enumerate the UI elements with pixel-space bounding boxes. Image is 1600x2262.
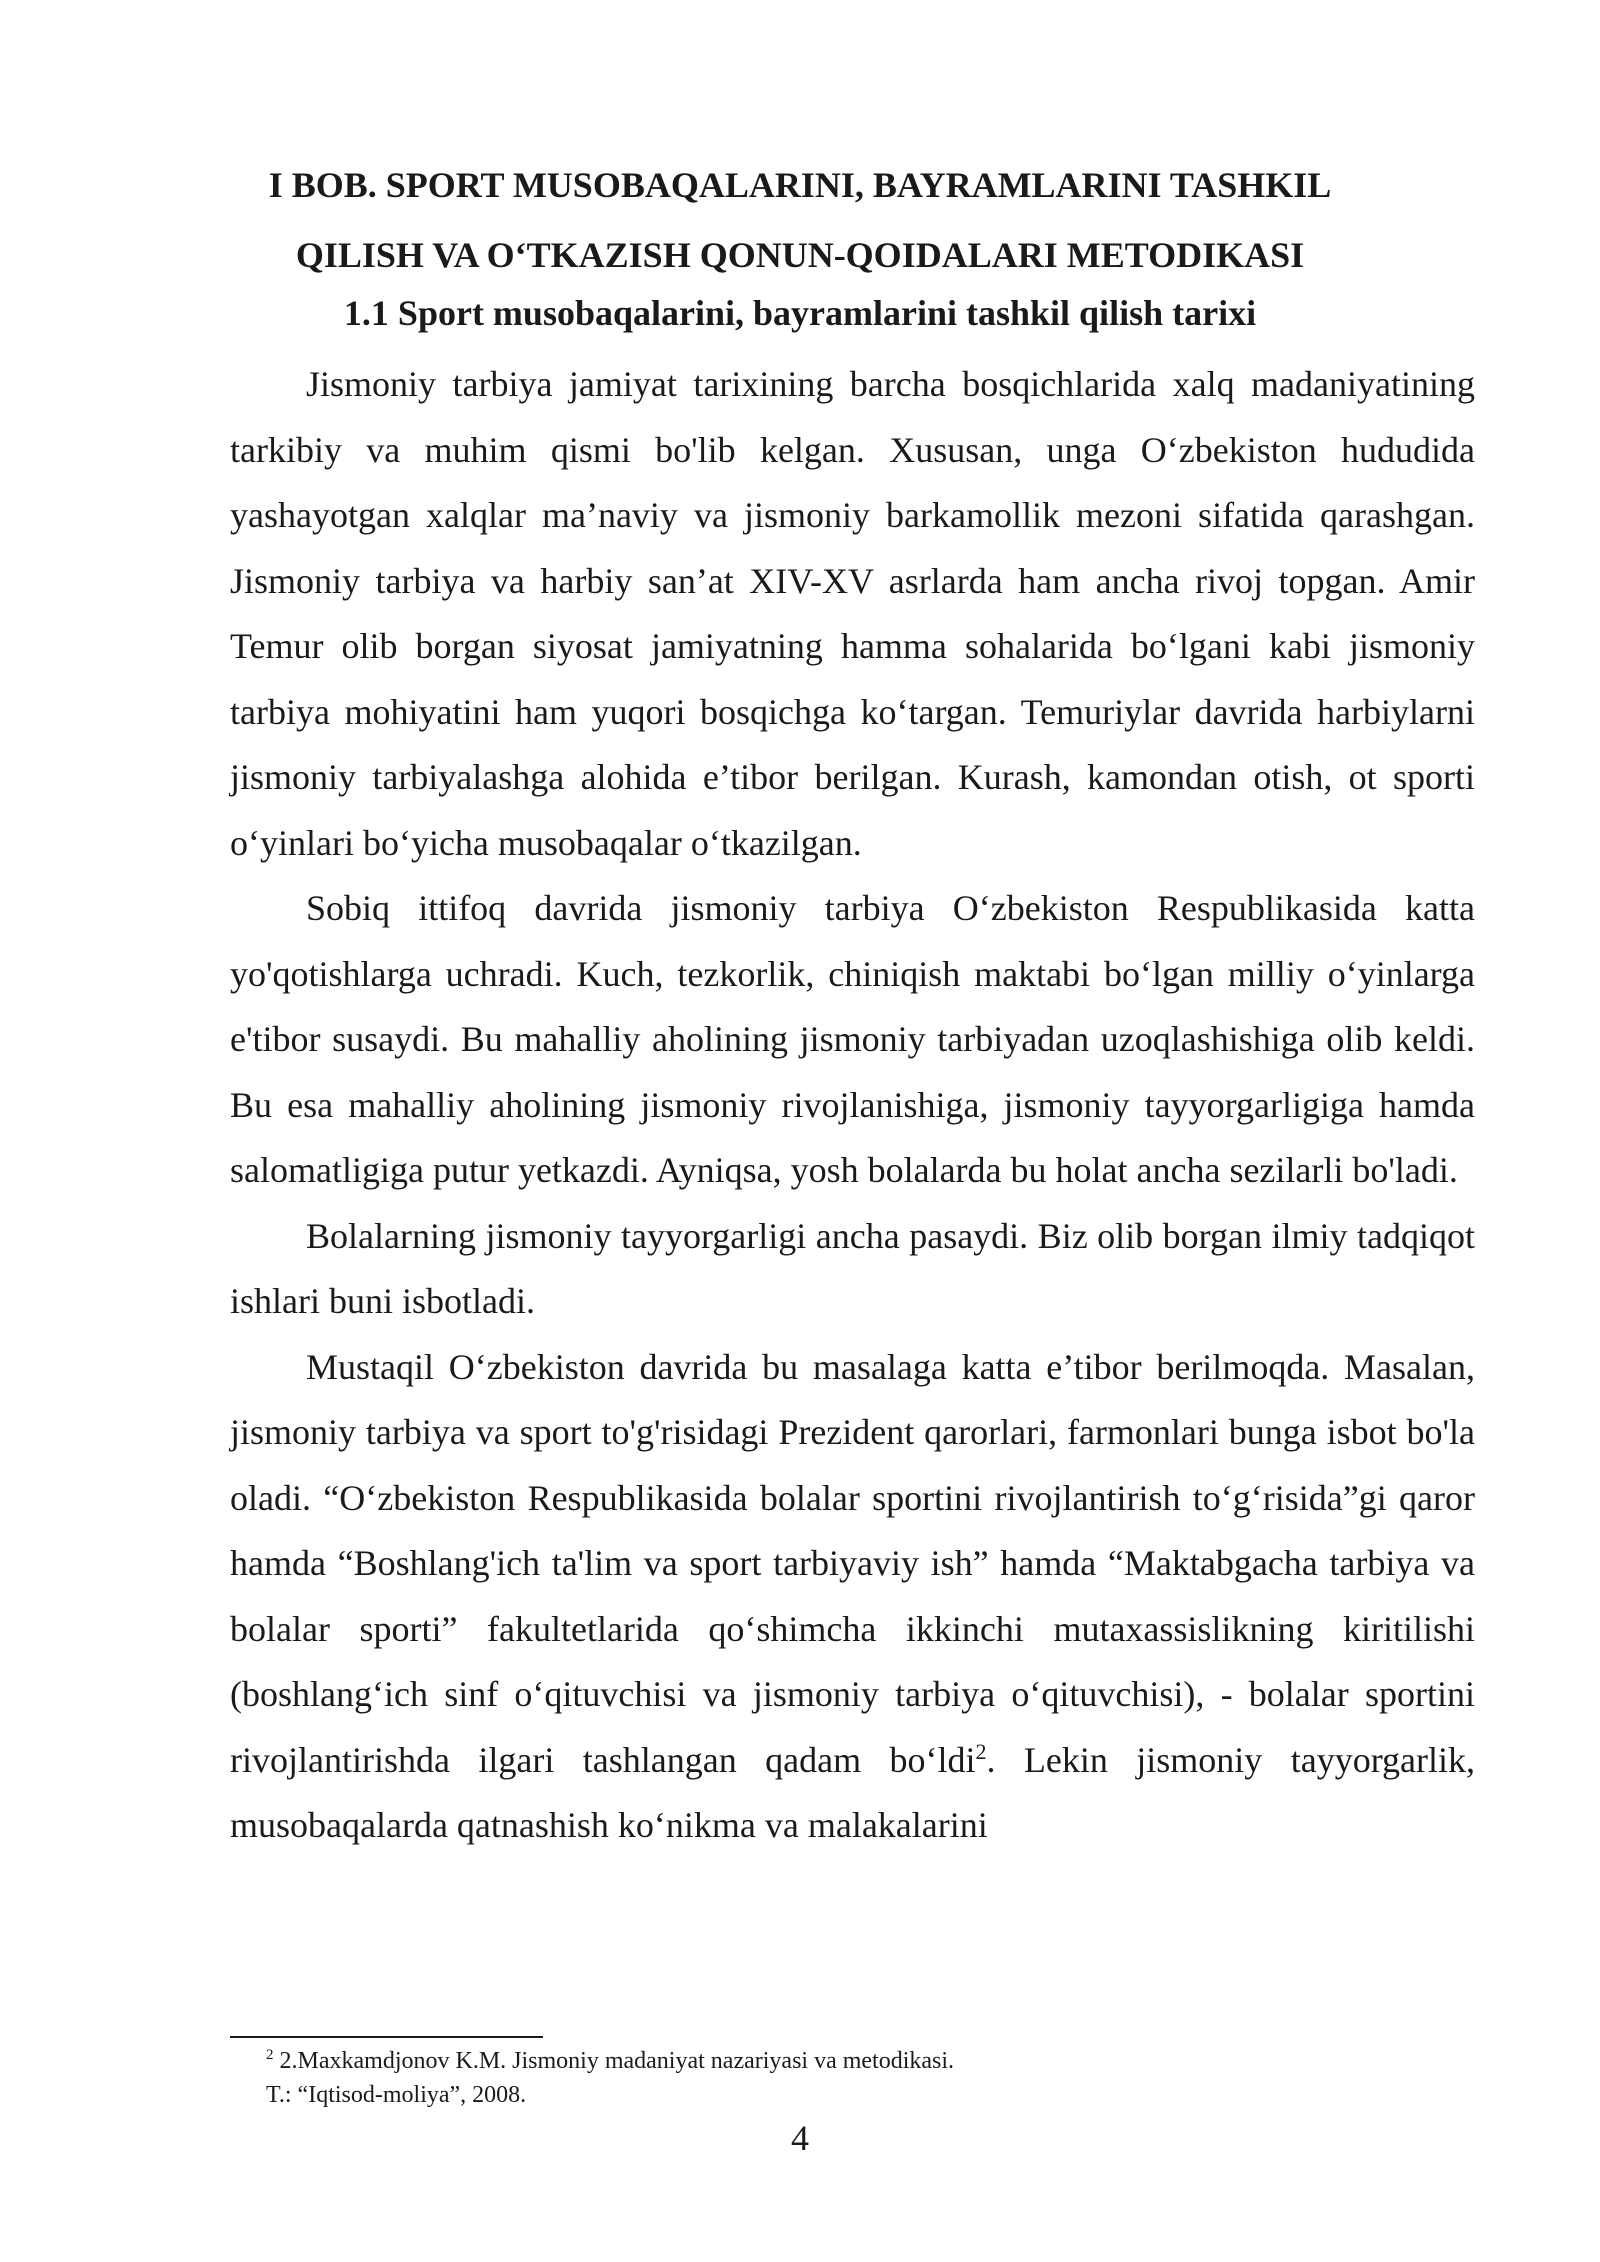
paragraph-1: Jismoniy tarbiya jamiyat tarixining barcha bosqichlarida xalq madaniyatining tarkibiy va muhim qismi bo'lib kelgan. Xususan, unga O‘zbekiston hududida yashayotgan xalqlar ma’naviy va jismoniy barkamollik mezoni sifatida qarashgan. Jismoniy tarbiya va harbiy san’at XIV-XV asrlarda ham ancha rivoj topgan. Amir Temur olib borgan siyosat jamiyatning hamma sohalarida bo‘lgani kabi jismoniy tarbiya mohiyatini ham yuqori bosqichga ko‘targan. Temuriylar davrida harbiylarni jismoniy tarbiyalashga alohida e’tibor berilgan. Kurash, kamondan otish, ot sporti o‘yinlari bo‘yicha musobaqalar o‘tkazilgan.: [230, 364, 1475, 863]
footnote-mark: 2: [266, 2047, 274, 2063]
footnote-separator: [230, 2036, 543, 2038]
chapter-title: [200, 150, 1400, 290]
paragraph-4-text-before-ref: Mustaqil O‘zbekiston davrida bu masalaga katta e’tibor berilmoqda. Masalan, jismoniy tarbiya va sport to'g'risidagi Prezident qarorlari, farmonlari bunga isbot bo'la oladi. “O‘zbekiston Respublikasida bolalar sportini rivojlantirish to‘g‘risida”gi qaror hamda “Boshlang'ich ta'lim va sport tarbiyaviy ish” hamda “Maktabgacha tarbiya va bolalar sporti” fakultetlarida qo‘shimcha ikkinchi mutaxassislikning kiritilishi (boshlang‘ich sinf o‘qituvchisi va jismoniy tarbiya o‘qituvchisi), - bolalar sportini rivojlantirishda ilgari tashlangan qadam bo‘ldi: [230, 1346, 1475, 1780]
footnote-reference[interactable]: 2: [975, 1738, 987, 1764]
section-title: 1.1 Sport musobaqalarini, bayramlarini tashkil qilish tarixi: [343, 293, 1257, 333]
paragraph-3: Bolalarning jismoniy tayyorgarligi ancha pasaydi. Biz olib borgan ilmiy tadqiqot ishlari buni isbotladi.: [230, 1215, 1475, 1321]
chapter-title-line-2: QILISH VA O‘TKAZISH QONUN-QOIDALARI METODIKASI: [295, 235, 1305, 275]
footnote: [266, 2044, 1416, 2112]
paragraph-4-text-after-ref: . Lekin jismoniy tayyorgarlik, musobaqalarda qatnashish ko‘nikma va malakalarini: [230, 1739, 1476, 1845]
paragraph-2: Sobiq ittifoq davrida jismoniy tarbiya O‘zbekiston Respublikasida katta yo'qotishlarga uchradi. Kuch, tezkorlik, chiniqish maktabi bo‘lgan milliy o‘yinlarga e'tibor susaydi. Bu mahalliy aholining jismoniy tarbiyadan uzoqlashishiga olib keldi. Bu esa mahalliy aholining jismoniy rivojlanishiga, jismoniy tayyorgarligiga hamda salomatligiga putur yetkazdi. Ayniqsa, yosh bolalarda bu holat ancha sezilarli bo'ladi.: [230, 888, 1475, 1190]
body-text: [230, 352, 1475, 1859]
page-number: 4: [791, 2118, 809, 2158]
footnote-line-2: T.: “Iqtisod-moliya”, 2008.: [266, 2082, 527, 2108]
footnote-line-1: [266, 2044, 1416, 2078]
paragraph-4: [230, 1335, 1475, 1859]
chapter-title-line-1: I BOB. SPORT MUSOBAQALARINI, BAYRAMLARINI TASHKIL: [268, 165, 1332, 205]
footnote-citation: 2.Maxkamdjonov K.M. Jismoniy madaniyat nazariyasi va metodikasi.: [279, 2048, 955, 2074]
